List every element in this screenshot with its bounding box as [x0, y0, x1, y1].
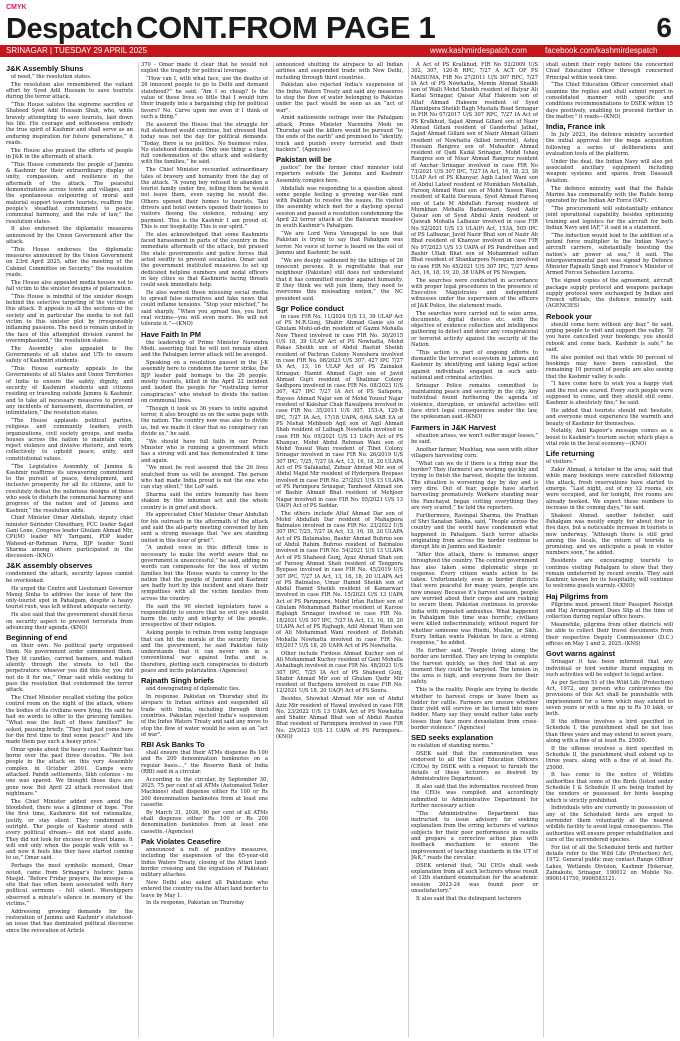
article-paragraph: “We should have full faith in our Prime Minister who is running a government which has a strong will and has demonstrated it time and again. [141, 438, 268, 464]
article-paragraph: Abdullah was responding to a question about some people feeling a growing war-like rant with Pakistan to resolve the issues. He visited the assembly which met for a daylong special session and passed a resolution condemning the April 22 terror attack at the Baisaran meadow in south Kashmir’s Pahalgam. [276, 185, 403, 230]
article-paragraph: DSEK ordered that, “All CEOs shall seek explanation from all such lecturers whose result of 12th standard examination for the academic session 2023-24 was found poor or unsatisfactory.” [411, 862, 538, 894]
article-paragraph: DSEK said that the communication was endorsed to all the Chief Education Officers (CEOs) by DSEK with a request to furnish the details of these lecturers as desired by Administrative Department. [411, 751, 538, 783]
column-3 [276, 62, 403, 1037]
article-paragraph: announced a raft of punitive measures, including the suspension of the 65-year-old Indus Waters Treaty, closing of the Attari land-border crossing and the expulsion of Pakistani military attaches. [141, 847, 268, 879]
article-paragraph: The signed copies of the agreement, aircraft package supply protocol and weapons package supply protocol were exchanged by Indian and French officials, the defence ministry said. (AGENCIES) [546, 278, 673, 310]
article-paragraph: “The Legislative Assembly of Jammu & Kashmir reaffirms its unwavering commitment to the pursuit of peace, development, and inclusive prosperity for all its citizens, and to resolutely defeat the nefarious designs of those who seek to disturb the communal harmony and progress of the nation and of Jammu and Kashmir,” the resolution adds. [6, 463, 133, 514]
article-paragraph: In its response, Pakistan on Thursday [146, 900, 244, 907]
article-paragraph: “The Chief Education Officer concerned shall examine the replies and shall submit report in consolidated manner with specific and conditions recommendations to DSEK within 15 days positively, enabling to proceed further in the matter,” it reads—(KNO) [546, 82, 673, 120]
article-paragraph: If the offense involves a bird specified in Schedule I, the punishment shall be not less than three years and may extend to seven years, along with a fine of at least Rs. 25000. [546, 719, 673, 744]
article-paragraph: “This House earnestly appeals to the Governments of all States and Union Territories of India to ensure the safety, dignity, and security of Kashmiri students and citizens residing or traveling outside Jammu & Kashmir, and to take all necessary measures to prevent any incidents of harassment, discrimination, or intimidation,” the resolution states. [6, 366, 133, 417]
article-headline: Govt warns against [546, 649, 616, 659]
article-paragraph: The defence ministry said that the Rafale Marine has commonality with the Rafale being operated by the Indian Air Force (IAF). [546, 185, 673, 205]
article-headline: Pak Violates Ceasefire [141, 837, 221, 847]
article-paragraph: A Act of PS Kralkhud, FIR No 52/2009 U/S 302, 307, 120-B RPC, 7/27 A ACT OF PS MAISUMA, FIR No 27/2011 U/S 307 RPC, 7/27 IA Act of PS Nowhatta, Momin Ahmad Shaikh son of Walli Mohd Sheikh resident of Batyar Ali Kadal Srinagar, Qaisar Altaf Hakeem son of Altaf Ahmad Hakeem resident of Syed Hamidpora Sheikh Bagh Mustafa Road Srinagar in FIR No 07/2017 U/S 307 RPC, 7/27 IA Act of PS Kralkhud, Sajad Ahmad Gillani son of Nazir Ahmad Gillani resident of Ganderbal Jathal, Sajad Ahmad Gillani son of Nazir Ahmad Gillani resident of Nowhatta (killed terrorist), Ashiq Hussain Rangrez son of Mubashir Ahmad resident of Qadi Kadal Srinagar, Mohd Ishaq Rangrez son of Nisar Ahmad Rangrez resident of Anchar Srinagar involved in case FIR No 73/2021 U/S 307 IPC, 7/27 IA Act, 16, 18, 23, 38 ULAP Act of PS Khanyar, Aqib Lateef Wani son of Abdul Lateef resident of Mumkhan Mohallah, Farooq Ahmad Wani son of Mohd Yaseen Wani resident of Kathi Darwaza, Syed Ahmad Farooq son of Late M Abdullah Farooq resident of Mumkhan Mohalla Badamwari, Syed Aatir Qaisar son of Syed Abdul Amin resident of Qaiwah Mohalla Lalbazar involved in case FIR No 52/2021 U/S 13 ULA(P) Act, 153A, 505 IPC of PS Lalbazar, Javid Nazir Bhat son of Nazir Ah Bhat resident of Khanyar involved in case FIR No 97/2023 U/S 13 UAPA of PS Pandrethan and Bashir Ullah Bhat son of Mohammad sultan Bhat resident of Shankarpora Nowgam involved in case FIR No 45/2021 U/S 307 IPC, 7/27 Arms Act, 16, 18, 19, 20, 38 UAPA of PS Nowgam. [411, 62, 538, 276]
article-headline: Rajnath Singh briefs [141, 676, 214, 686]
edition-bar [0, 45, 680, 57]
article-paragraph: The Chief Minister recounted extraordinary tales of bravery and humanity from the day of the attack. “A young boy refused to abandon a tourist family under fire, telling them he would not leave them, even saying he would die. Others opened their homes to tourists. Taxi drivers and hotel owners opened their homes to visitors fleeing the violence, refusing any payment. This is the Kashmir I am proud of. This is our hospitality. This is our spirit.” [141, 167, 268, 230]
article-headline: SED seeks explanation [411, 733, 494, 743]
article-paragraph: “This action is part of ongoing efforts to dismantle the terrorist ecosystem in Jammu and Kashmir by identifying and taking legal action against individuals engaged in such anti-national and criminal activities. [411, 349, 538, 382]
article-paragraph: shall submit their reply before the concerned Chief Education Officer through concerned Principal within week time. [546, 62, 673, 81]
facebook-link[interactable]: facebook.com/kashmirdespatch [545, 46, 658, 55]
article-paragraph: of visitors.” [546, 459, 576, 466]
continuation-banner: CONT.FROM PAGE 1 [136, 10, 436, 45]
article-paragraph: It also said that the information received from the CEOs was compiled and accordingly submitted to Administrative Department for further necessary action [411, 784, 538, 809]
masthead [0, 0, 680, 55]
article-columns [6, 62, 674, 1037]
article-paragraph: “What can we do if there is a firing near the border? They (farmers) are working quickly and trying to finish the harvest, despite the tension. The situation is worsening day by day and is very dire. Out of fear, people have started harvesting prematurely. Workers standing near the Panchayat began cutting everything they are very scared,” he told the reporters. [411, 460, 538, 511]
article-headline: Have Faith In PM [141, 329, 202, 339]
article-paragraph: Sharma said the entire humanity has been shaken by this inhuman act and the whole country is in grief and shock. [141, 492, 268, 511]
article-paragraph: If the offense involves a bird specified in Schedule II, the punishment shall extend up to three years, along with a fine of at least Rs. 25000. [546, 745, 673, 771]
article-paragraph: in case FIR No. 11/2024 U/S 13, 39 ULAP Act of PS M.R.Gunj, Shabir Ahmad Ganie s/o of Ghulam Mohi-ud-din resident of Gazmi Mohalla New Theed involved in case FIR No. 30/2015 U/S 18, 39 ULAP Act of PS Nowhatta, Mohd Pakas Sheikh son of Abdul Rashid Sheikh resident of Pachran Colony Nowshera involved in case FIR No. 08/2023 U/S 307, 427 IPC 7/27 IA Act, 13, 16 ULAP Act of PS Zainakot Srinagar, Hamid Ahmad Gujri son of Javid Ahmad Gujri resident of Shalimar Colony Sadhpora involved in case FIR No. 08/2023 U/S 307, 427 IPC 7/27 IA Act of PS Safapora, Rayees Ahmad Najar son of Mohd Yousuf Najar resident of Kakshar Chak Rawalpora involved in case FIR No. 35/2011 U/S 307, 153-A, 120-B IPC, 7/27 IA Act, 17/18 UAPA, 6/6A SAB EA of PS Nishat Mehboob Aqil son of Aqil Ahmad Shah resident of Lalbagh Nowhatta involved in case FIR No. 05/2021 U/S 13 UA(P) Act of PS Khanyar, Mohd Abdul Rehman Wani son of Mohd Yousuf Wani resident of Tibet Colony Srinagar involved in case FIR No. 26/2019 U/S 307 IPC, 7/25, 7/27 IA Act, 13, 16, 18, 20 ULAPA Act of PS Safakadal, Zubair Ahmad Mir son of Abdul Majid Mir resident of Hyderpora Byepass involved in case FIR No. 27/2021 U/S 13 ULAPA of PS Parimpora Srinagar, Tamheed Ahmad son of Bashir Ahmad Bhat resident of Mehjoor Nagar involved in case FIR No. 05/2021 U/S 13 UA(P) Act of PS Saddar. [276, 313, 403, 509]
article-paragraph: “The induction would lead to the addition of a potent force multiplier to the Indian Navy’s aircraft carriers, substantially boosting the nation’s air power at sea,” it said. The intergovernmental pact was signed by Defence Minister Rajnath Singh and France’s Minister of Armed Forces Sebastien Lecornu. [546, 232, 673, 277]
article-paragraph: He also said that the government should focus on security aspect to prevent terrorists from advancing their agenda.-(KNO) [6, 612, 133, 631]
page-number: 6 [656, 12, 672, 43]
article-paragraph: It also said that the delinquent lecturers [416, 895, 522, 902]
article-paragraph: condemned the attack, security lapses cannot be overlooked. [6, 571, 133, 584]
article-paragraph: “This House commends the people of Jammu & Kashmir for their extraordinary display of unity, compassion, and resilience in the aftermath of the attack. The peaceful demonstrations across towns and villages, and the spontaneous outpouring of moral and material support towards tourists, reaffirm the people’s steadfast commitment to peace, communal harmony, and the rule of law,” the resolution states. [6, 161, 133, 225]
article-paragraph: New Delhi also asked all Pakistanis who entered the country via the Attari land border to leave by May 1. [141, 880, 268, 899]
article-paragraph: Amid nationwide outrage over the Pahalgam attack, Prime Minister Narendra Modi on Thursday said the killers would be pursued “to the ends of the earth” and promised to “identify, track and punish every terrorist and their backers”. (Agencies) [276, 115, 403, 153]
article-paragraph: in violation of standing norms.” [411, 743, 494, 750]
article-paragraph: The Assembly also appealed to the Governments of all states and UTs to ensure safety of Kashmiri students. [6, 345, 133, 365]
article-paragraph: Perhaps the most symbolic moment, Omar noted, came from Srinagar’s historic Jamia Masjid. “Before Friday prayers, the mosque - a site that has often been associated with fiery political sermons - fell silent. Worshippers observed a minute’s silence in memory of the victims.” [6, 863, 133, 908]
article-paragraph: Pakistan also rejected India’s suspension of the Indus Waters Treaty and said any measures to stop the flow of water belonging to Pakistan under the pact would be seen as an “act of war”. [276, 82, 403, 114]
article-headline: Haj Pilgrims from [546, 591, 609, 601]
article-paragraph: The House also praised the efforts of people in J&K in the aftermath of attack. [6, 147, 133, 161]
article-paragraph: He said the 90 elected legislators have a responsibility to ensure that no evil eye should harm the unity and integrity of the people, irrespective of their religion. [141, 603, 268, 629]
article-paragraph: He also pointed out that while 90 percent of bookings may have been cancelled, the remaining 10 percent of people are also seeing that the Kashmir valley is safe. [546, 354, 673, 380]
article-paragraph: He appreciated Chief Minister Omar Abdullah for his outreach in the aftermath of the attack and said the all-party meeting convened by him sent a strong message that “we are standing united in this hour of grief”. [141, 512, 268, 544]
article-paragraph: “How can I, with what face, use the deaths of 26 innocent people to go to Delhi and demand statehood?” he said. “Am I so cheap? Is the value of these lives so little that I would turn their tragedy into a bargaining chip for political favors? No. Carve upon me even if I think of such a thing.” [141, 76, 268, 120]
article-paragraph: Srinagar Police remains committed to maintaining peace and security in the city. Any individual found furthering the agenda of violence, disruption, or unlawful activities will face strict legal consequences under the law, the spokesman said.-(KNO) [411, 382, 538, 421]
article-headline: Sgr Police conduct [276, 303, 344, 313]
article-paragraph: Besides, Showkat Ahmad Mir son of Abdul Aziz Mir resident of Hawal involved in case FIR No. 23/2022 U/S 13 UAPA Act of PS Nowhatta and Shabir Ahmad Bhat son of Abdul Rashid Bhat resident of Parimpora involved in case FIR No. 29/2023 U/S 13 UAPA of PS Parimpora.-(KNO) [276, 696, 403, 740]
article-paragraph: Individuals who are currently in possession of any of the Scheduled birds are urged to surrender them voluntarily at the nearest wildlife facility to avoid legal consequences. The authorities will ensure proper rehabilitation and care of the surrendered species. [546, 805, 673, 843]
article-paragraph: The Chief Minister added even amid the bloodshed, there was a glimmer of hope. “For the first time, Kashmiris did not rationalize, justify, or stay silent. They condemned it outright. The people of Kashmir stood with every political stream— did not stand aside. They did not look for excuses or divert blame. It will end only when the people walk with us - and now it feels like they have started coming to us,” Omar said. [6, 798, 133, 862]
column-4 [411, 62, 538, 1037]
column-2 [141, 62, 268, 1037]
article-paragraph: shall ensure that their ATMs dispense Rs 100 and Rs 200 denomination banknotes on a regular basis...,” the Reserve Bank of India (RBI) said in a circular. [141, 750, 268, 776]
article-paragraph: It has come to the notice of Wildlife authorities that some of the Birds (listed under Schedule I & Schedule II are being traded by the vendors or possessed for birds keeping which is strictly prohibited. [546, 772, 673, 804]
article-paragraph: He further said, “People living along the border are terrified. They are trying to complete the harvest quickly, as they feel that at any moment they could be targeted. The tension in the area is high, and everyone fears for their safety. [411, 647, 538, 686]
article-paragraph: situation arises, we won’t suffer major losses,” he said. [411, 432, 538, 445]
article-paragraph: “We are Lord Venu Venugopal to see that Pakistan is trying to say that Pahalgam was terror. No voice of terror is heard on the soil of Jammu and Kashmir, he said. [276, 231, 403, 257]
article-paragraph: “This House endorses the diplomatic measures announced by the Union Government on 23rd April 2025, after the meeting of the Cabinet Committee on Security,” the resolution reads. [6, 246, 133, 278]
article-paragraph: The searches were carried out to seize arms, documents, digital devices etc. with the objective of evidence collection and intelligence gathering to detect and deter any conspiratorial or terrorist activity against the security of the Nation. [411, 310, 538, 349]
article-paragraph: It also endorsed the diplomatic measures announced by the Union Government after the attack. [6, 226, 133, 245]
article-paragraph: In response, Pakistan on Thursday shut its airspace to Indian airlines and suspended all trade with India, including through third countries. Pakistan rejected India’s suspension of the Indus Waters Treaty and said any move to stop the flow of water would be seen as an “act of war”. [141, 694, 268, 738]
article-paragraph: The searches were conducted in accordance with proper legal procedures in the presence of Executive Magistrates and independent witnesses under the supervision of the officers of J&K Police, the statement reads. [411, 277, 538, 309]
article-paragraph: Under the deal, the Indian Navy will also get associated ancillary equipment including weapon systems and spares from Dassault Aviation. [546, 158, 673, 184]
cmyk-mark: CMYK [6, 4, 27, 11]
article-headline: Beginning of end [6, 633, 68, 643]
article-paragraph: “The Administrative Department has instructed to issue advisory for seeking explanation from the erring lecturers of various subjects for their poor performance in results and prepare a corrective action plan with feedback mechanism to ensure the improvement of teaching standards in the UT of J&K,” reads the circular. [411, 810, 538, 861]
article-paragraph: By March 31, 2026, 90 per cent of all ATMs shall dispense either Rs 100 or Rs 200 denomination banknotes from at least one cassette.-(Agencies) [141, 809, 268, 835]
article-paragraph: should come here without any fear,” he said, urging people to visit and support the valley. “If you have cancelled your bookings, you should rebook and come back. Kashmir is safe,” he said. [546, 321, 673, 353]
article-paragraph: Srinagar it has been informed that any individual or bird vendor found engaging in such activities will be subject to legal action. [546, 659, 673, 678]
article-paragraph: This is the reality. People are trying to decide whether to harvest crops or leave them as fodder for cattle. Farmers are unsure whether their yield will survive or be turned into mere fodder. Many say they would rather take early losses than face more devastation from cross-border violence.” (Agencies) [411, 687, 538, 731]
article-headline: India, France ink [546, 122, 606, 132]
article-paragraph: He assured the House that the struggle for full statehood would continue, but stressed that today was not the day for political demands. “Today, there is no politics. No business rules. No statehood demands. Only one thing: a clear, full condemnation of the attack and solidarity with the families,” he said. [141, 121, 268, 166]
article-paragraph: In July 2023, the defence ministry accorded the initial approval for the mega acquisition following a series of deliberations and evaluation tests of the platform. [546, 132, 673, 158]
article-paragraph: “The procurement will substantially enhance joint operational capability, besides optimizing training and logistics for the aircraft for both Indian Navy and IAF,” it said in a statement. [546, 205, 673, 231]
article-headline: J&K Assembly Shuns [6, 64, 84, 73]
column-5 [546, 62, 673, 1037]
article-paragraph: He also warned those misusing social media to spread false narratives and fake news that could inflame tensions. “Stop your mischief,” he said sharply. “When you spread lies, you hurt real victims—you will even more. We will not tolerate it.”—(KNO) [141, 289, 268, 328]
column-rule [543, 62, 544, 1037]
column-1 [6, 62, 133, 1037]
article-headline: J&K assembly observes [6, 561, 93, 571]
article-paragraph: Omar spoke about the heavy cost Kashmir has borne over the past three decades. “We lost people in the attack on this very Assembly complex in October 2001. Camps were attacked. Pandit settlements, Sikh colonies - no one was spared. We thought those days are gone now. But April 22 attack recreated that nightmare.” [6, 746, 133, 797]
article-paragraph: of need,” the resolution states. [11, 74, 92, 80]
article-paragraph: For list of all the Scheduled birds and further details refer to the Wild Life (Protection) Act, 1972. General public may contact Range Officer Lakes, Wetlands Division, Kashmir Hokersar, Zainakote, Srinagar, 190012 on Mobile No. 9906141750, 9906583121. [546, 844, 673, 883]
article-paragraph: the leadership of Prime Minister Narendra Modi, asserting that he will not remain silent and the Pahalgam terror attack will be avenged. [141, 339, 268, 359]
article-headline: RBI Ask Banks To [141, 740, 205, 750]
article-paragraph: Shakeel Ahmad, another hotelier, said Pahalgam was mostly empty for about four to five days, but a noticeable increase in tourists is now underway. “Although there is still grief among the locals, the return of tourists is promising, and we anticipate a peak in visitor numbers soon,” he added. [546, 512, 673, 557]
article-headline: Pakistan will be [276, 155, 332, 165]
article-paragraph: Zakir Ahmad, a hotelier in the area, said that while many bookings were cancelled following the attack, fresh reservations have started to emerge. “Last night, out of my 12 rooms, six were occupied, and for tonight, five rooms are already booked. We expect these numbers to increase in the coming days,” he said. [546, 467, 673, 511]
article-paragraph: “This House is mindful of the sinister design behind the selective targeting of the victims of this attack. It appeals to all the sections of the society and in particular the media to not fall victim to this sinister plot by irresponsibly inflaming passions. The need is remain united in the face of this attempted division cannot be overemphasized,” the resolution states. [6, 293, 133, 344]
article-paragraph: Furthermore, Ravinpal Sharma, the Pradhan of Shri Sanatan Sabha, said, “People across the country and the world have condemned what happened in Pahalgam. Such terror attacks originating from across the border continue to disrupt life in Jammu and Kashmir. [411, 512, 538, 551]
article-paragraph: Addressing growing demands for the restoration of Jammu and Kashmir’s statehood- an issue that has dominated political discourse since the revocation of Article [6, 908, 133, 934]
article-headline: Farmers in J&K Harvest [411, 422, 497, 432]
article-paragraph: Another farmer, Mushtaq, was seen with other villagers harvesting corn. [411, 446, 538, 460]
article-paragraph: justice” for the former chief minister told reporters outside the Jammu and Kashmir Assembly complex here. [276, 165, 403, 184]
article-paragraph: Residents are encouraging tourists to continue visiting Pahalgam to show that they remain undeterred by recent events. They said Kashmir, known for its hospitality, will continue to welcome guests warmly.-(KNO) [546, 558, 673, 590]
column-rule [138, 62, 139, 1037]
article-paragraph: As per Section 51 of the Wild Life (Protection) Act, 1972, any person who contravenes the provisions of this Act shall be punishable with imprisonment for a term which may extend to seven years or with a fine up to Rs 10 lakh, or both. [546, 679, 673, 718]
article-paragraph: Meanwhile, pilgrims from other districts will be able to collect their travel documents from their respective Deputy Commissioner (D.C.) offices on May 1 and 2, 2025.-(KNS) [546, 622, 673, 648]
article-paragraph: Chief Minister Omar Abdullah, deputy chief minister Surinder Choudhary, PCC leader Sajad Gani Lone, Congress leader Ghulam Ahmad Mir, CPI(M) leader MY Tarigami, PDP leader Waheed-ur-Rehman Parra, BJP leader Sunil Sharma among others participated in the discussion.-(KNO) [6, 515, 133, 560]
article-paragraph: “A united voice in this difficult time is necessary to make the world aware that no government is unsuccessful,” he said, adding no words can compensate for the loss of victim families but the House wants to convey to the nation that the people of Jammu and Kashmir are badly hurt by this incident and share their sympathies with all the victim families from across the country. [141, 545, 268, 602]
article-headline: Life returning [546, 449, 595, 459]
article-paragraph: The Chief Minister recalled visiting the police control room on the night of the attack, where the bodies of its civilians were lying. He said he had no words to offer to the grieving families. “What was the fault of these families?” he asked, pausing briefly. “They had just come here for the first time to find some peace!” And life made them pay such a heavy price.” [6, 695, 133, 746]
article-paragraph: “This House salutes the supreme sacrifice of Shaheed Syed Adil Hussain Shah, who, while bravely attempting to save tourists, laid down his life. His courage and selflessness embody the true spirit of Kashmir and shall serve as an enduring inspiration for future generations,” it reads. [6, 102, 133, 146]
article-paragraph: and downgrading of diplomatic ties. [146, 686, 241, 693]
article-paragraph: 370 - Omar made it clear that he would not exploit the tragedy for political leverage. [141, 62, 268, 75]
article-paragraph: The House also appealed media houses not to fall victim to the sinister designs of polarization. [6, 279, 133, 292]
article-paragraph: “After this attack, there is immense anger throughout the country. The central government has also taken some diplomatic steps in response. Every citizen wants action to be taken. Unfortunately, even in border districts that were peaceful for many years, people are now uneasy. Because it’s harvest season, people are worried about their crops and are rushing to secure them. Pakistan continues to provoke India with repeated ambushes. What happened in Pahalgam this time was horrific; civilians were killed indiscriminately, without regard for whether someone was Hindu, Muslim, or Sikh. Every Indian wants Pakistan to face a strong response,” he added. [411, 551, 538, 647]
article-paragraph: The resolution also remembered the valiant effort by Syed Adil Hussain to save tourists during the terror attack. [6, 81, 133, 101]
article-paragraph: He added that tourists should not hesitate, and everyone must experience the warmth and beauty of Kashmir for themselves. [546, 408, 673, 427]
article-paragraph: The others include Altaf Ahmad Dar son of Mohd Abdullah Dar resident of Mahajpora Batmaloo involved in case FIR No. 23/2022 U/S 307 IPC 7/25, 7/27 IA Act, 13, 16, 18, 20 ULAPA Act of PS Batamaloo, Bashir Ahmad Buhroo son of Abdul Rahim Buhroo resident of Batmaloo involved in case FIR No. 54/2021 U/S 13 ULAPA Act of PS Shaheed Gunj, Ayaz Ahmad Shah son of Farooq Ahmad Shah resident of Tengpora Byepass involved in case FIR No. 45/2019 U/S 307 IPC, 7/27 IA Act, 13, 16, 18, 20 ULAPA Act of PS Batmaloo, Umar Hamid Sheikh son of Abdul Hamid Sheikh resident of Kamarwari involved in case FIR No. 15/2023 U/S 13 UAPA Act of PS Parimpora, Mohd Irfan Rather son of Ghulam Mohammad Rather resident of Kursoo Rajbagh Srinagar involved in case FIR No. 18/2021 U/S 307 IPC, 7/27 IA Act, 13, 16, 18, 20 ULAPA Act of PS Rajbagh, Adil Ahmad Wani son of Ali Mohammad Wani resident of Botshah Mohalla Nowhatta involved in case FIR No. 65/2017 U/S 18, 20 UAPA Act of PS Nowhatta. [276, 510, 403, 649]
edition-dateline: SRINAGAR | TUESDAY 29 APRIL 2025 [6, 46, 147, 55]
article-paragraph: “The House applauds political parties, religious and community leaders, youth organizations, civil society groups, and media houses across the nation to maintain calm, reject violence and divisive rhetoric, and work collectively to uphold peace, unity, and constitutional values. [6, 417, 133, 462]
article-paragraph: Other include Firdous Ahmad Kuchey son of Ali Mohammad Kuchey resident of Gani Mohalla Ashaibagh involved in case FIR No. 48/2021 U/S 307 IPC, 7/25 IA Act of PS Shaheed Gunj, Shabir Ahmad Mir son of Ghulam Qadir Mir resident of Buchpora involved in case FIR No. 12/2021 U/S 18, 20 UA(P) Act of PS Soura. [276, 650, 403, 695]
article-paragraph: “Though it took us 36 years to unite against terror, it also brought us on the same page with the nation. The country now was also to divide us, but we made it clear that no conspiracy can divide us,” he said. [141, 405, 268, 437]
article-paragraph: According to the circular, by September 30, 2025, 75 per cent of all ATMs (Automated Teller Machines) shall dispense either Rs 100 or Rs 200 denomination banknotes from at least one cassette. [141, 776, 268, 809]
article-paragraph: Notably, Anil Kapoor’s message comes as a boost to Kashmir’s tourism sector, which plays a vital role in the local economy—(KNO) [546, 428, 673, 448]
article-paragraph: He urged the Centre and Lieutenant Governor Manoj Sinha to address the issue of how the only-tourist spot in Pahalgam, despite a heavy tourist rush, was left without adequate security. [6, 585, 133, 611]
article-paragraph: Speaking on a resolution passed in the J-K assembly here to condemn the terror strike, the BJP leader paid homage to the 26 people, mostly tourists, killed in the April 22 incident and lauded the people for ‟rustrating terror conspiracies” who wished to divide the nation on communal lines. [141, 360, 268, 404]
article-paragraph: Asking people to refrain from using language that can hit the morale of the security forces and the government, he said Pakistan fully understands that it can never win in a conventional war against India and is, therefore, plotting such conspiracies to disturb peace and incite polarization.-(Agencies) [141, 630, 268, 675]
article-paragraph: announced shutting its airspace to all Indian airlines and suspended trade with New Delhi, including through third countries. [276, 62, 403, 81]
article-paragraph: “We must be rest assured that the 26 lives snatched from us will be avenged. The person who had made India proud is not the one who can stay silent,” the LoP said. [141, 465, 268, 491]
article-headline: Rebook your [546, 311, 592, 321]
article-paragraph: He also acknowledged that some Kashmiris faced harassment in parts of the country in the immediate aftermath of the attack, but praised the state governments and police forces that acted swiftly to prevent escalation. Omar said the government instituted measures to set up dedicated helpline numbers and nodal officers in key cities so that Kashmiris facing threats could seek immediate help. [141, 231, 268, 289]
article-paragraph: “I have come here to wish you a happy visit and the rest are scared. Every such people were supposed to come, and they should still come. Kashmir is absolutely fine,” he said. [546, 381, 673, 407]
column-rule [408, 62, 409, 1037]
column-rule [273, 62, 274, 1037]
article-paragraph: “We are deeply saddened by the killings of 26 innocent persons. It is regrettable that our neighbour (Pakistan) still does not understand that it has committed murder against humanity. If they think we will join them, they need to overcome this misleading notion,” the NC president said. [276, 257, 403, 302]
article-paragraph: Pilgrims must present their Passport Receipt and Haj Arrangement Dues Slip at the time of collection during regular office hours. [546, 601, 673, 621]
article-paragraph: on their own. No political party organised them. No government order summoned them. They lit candles, carried banners, and walked silently through the streets to tell the perpetrators: whoever you did this for, you did not do it for me,” Omar said while seeking to pass the resolution that condemned the terror attack. [6, 643, 133, 694]
website-link[interactable]: www.kashmirdespatch.com [430, 46, 527, 55]
newspaper-logo: Despatch [6, 13, 133, 45]
